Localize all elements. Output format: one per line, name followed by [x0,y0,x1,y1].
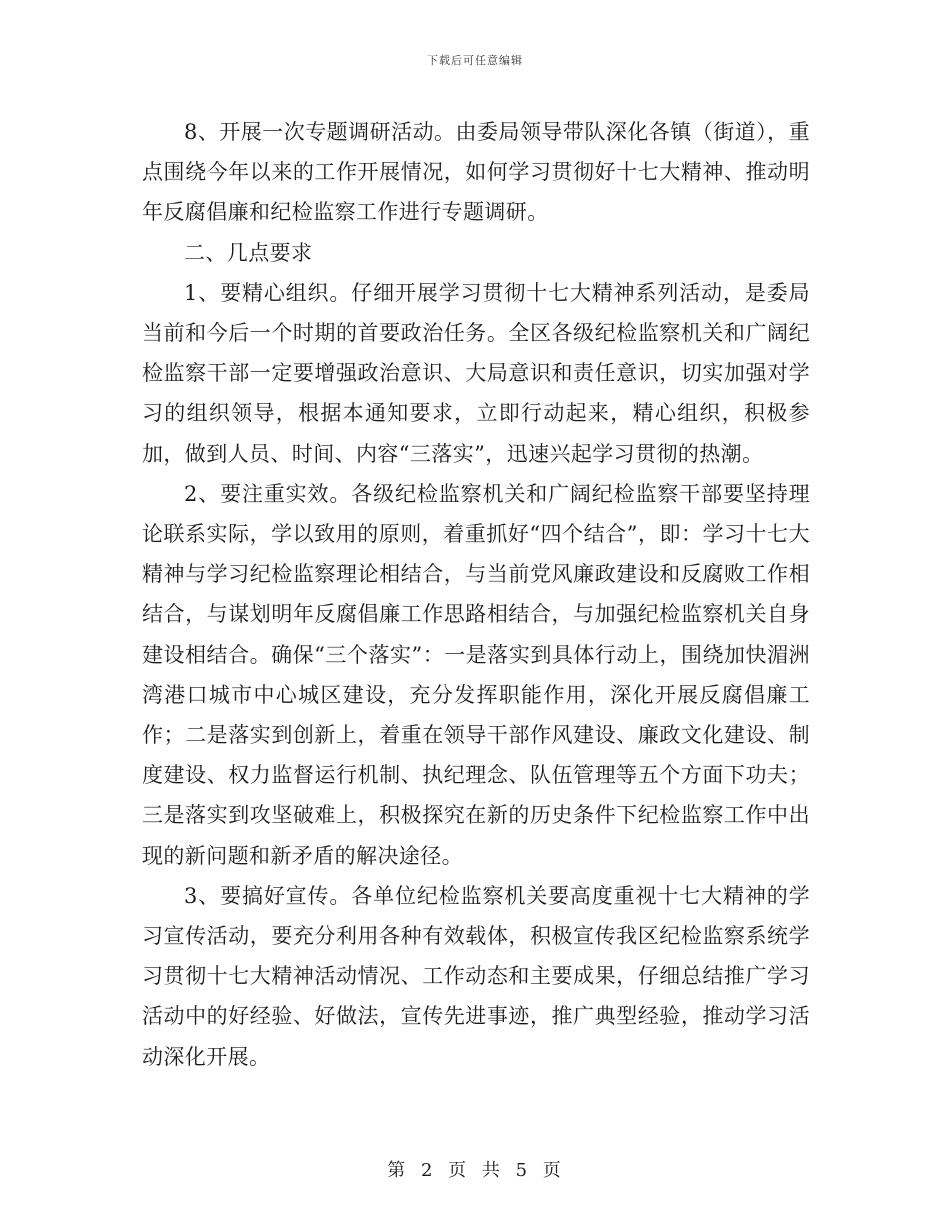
page-number: 第 2 页 共 5 页 [387,1160,563,1181]
page-header: 下载后可任意编辑 [427,54,523,67]
paragraph-item-8: 8、开展一次专题调研活动。由委局领导带队深化各镇（街道），重点围绕今年以来的工作开展情况，如何学习贯彻好十七大精神、推动明年反腐倡廉和纪检监察工作进行专题调研。 [142,120,810,225]
paragraph-requirement-2: 2、要注重实效。各级纪检监察机关和广阔纪检监察干部要坚持理论联系实际，学以致用的原则，着重抓好“四个结合”，即：学习十七大精神与学习纪检监察理论相结合，与当前党风廉政建设和反腐败工作相结合，与谋划明年反腐倡廉工作思路相结合，与加强纪检监察机关自身建设相结合。确保“三个落实”：一是落实到具体行动上，围绕加快湄洲湾港口城市中心城区建设，充分发挥职能作用，深化开展反腐倡廉工作；二是落实到创新上，着重在领导干部作风建设、廉政文化建设、制度建设、权力监督运行机制、执纪理念、队伍管理等五个方面下功夫；三是落实到攻坚破难上，积极探究在新的历史条件下纪检监察工作中出现的新问题和新矛盾的解决途径。 [142,481,810,868]
document-body [142,112,810,1077]
paragraph-requirement-1: 1、要精心组织。仔细开展学习贯彻十七大精神系列活动，是委局当前和今后一个时期的首要政治任务。全区各级纪检监察机关和广阔纪检监察干部一定要增强政治意识、大局意识和责任意识，切实加强对学习的组织领导，根据本通知要求，立即行动起来，精心组织，积极参加，做到人员、时间、内容“三落实”，迅速兴起学习贯彻的热潮。 [142,280,810,466]
section-heading-requirements: 二、几点要求 [184,240,313,265]
paragraph-requirement-3: 3、要搞好宣传。各单位纪检监察机关要高度重视十七大精神的学习宣传活动，要充分利用各种有效载体，积极宣传我区纪检监察系统学习贯彻十七大精神活动情况、工作动态和主要成果，仔细总结推广学习活动中的好经验、好做法，宣传先进事迹，推广典型经验，推动学习活动深化开展。 [142,883,810,1069]
